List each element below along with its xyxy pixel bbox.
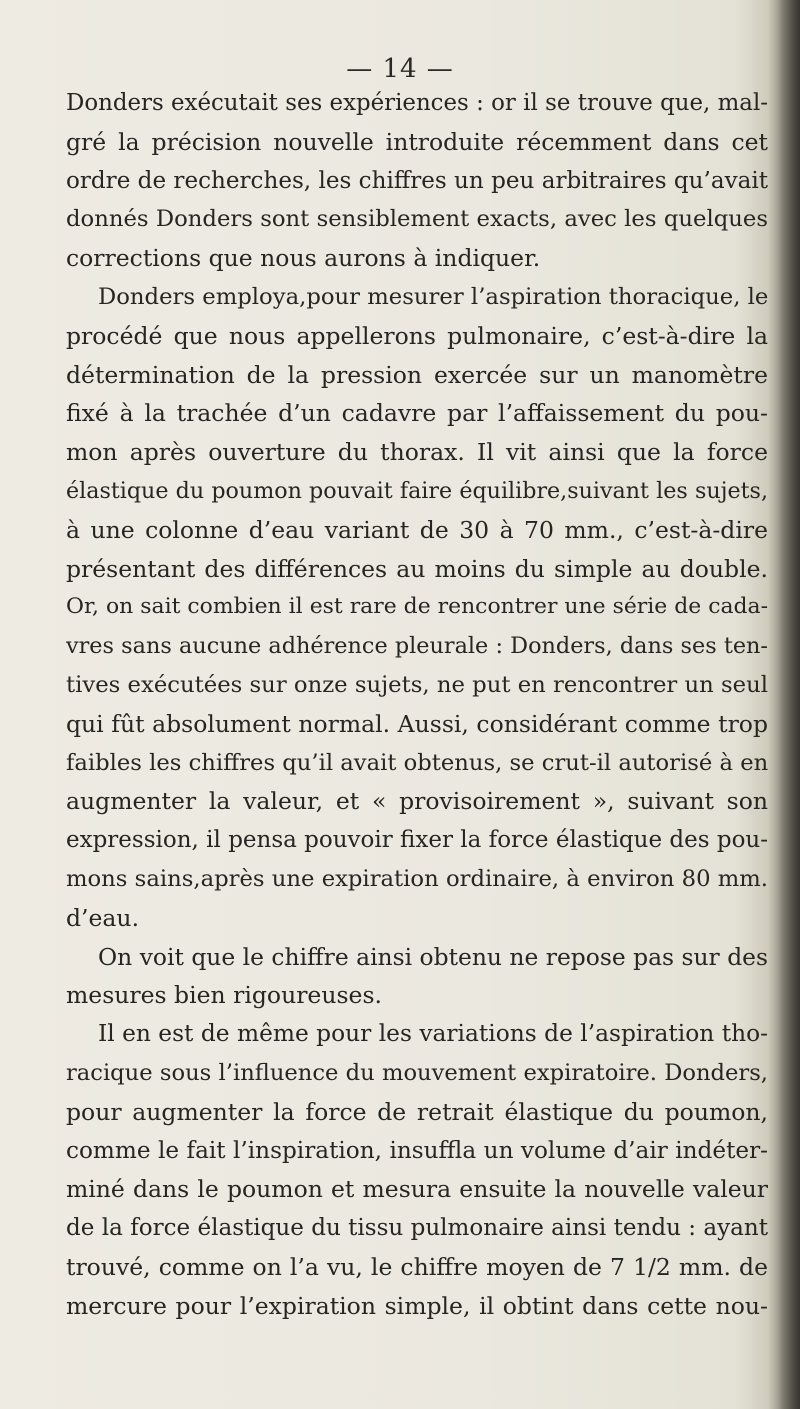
text-line: pour augmenter la force de retrait élastique du poumon, [66, 1097, 768, 1126]
text-line: de la force élastique du tissu pulmonaire ainsi tendu : ayant [66, 1215, 768, 1242]
text-line: Il en est de même pour les variations de l’aspiration tho- [98, 1020, 769, 1048]
text-line: procédé que nous appellerons pulmonaire, c’est-à-dire la [66, 321, 768, 350]
text-line: ordre de recherches, les chiffres un peu arbitraires qu’avait [66, 167, 768, 194]
text-line: comme le fait l’inspiration, insuffla un volume d’air indéter- [66, 1137, 768, 1164]
text-line: mons sains,après une expiration ordinaire, à environ 80 mm. [66, 865, 768, 892]
text-line: trouvé, comme on l’a vu, le chiffre moyen de 7 1/2 mm. de [66, 1252, 768, 1281]
text-line: à une colonne d’eau variant de 30 à 70 mm., c’est-à-dire [66, 515, 768, 544]
page-number: — 14 — [346, 54, 454, 84]
text-line: Donders employa,pour mesurer l’aspiration thoracique, le [98, 283, 769, 310]
text-line: racique sous l’influence du mouvement expiratoire. Donders, [66, 1059, 768, 1086]
text-line: vres sans aucune adhérence pleurale : Donders, dans ses ten- [66, 633, 768, 660]
body-text [66, 84, 768, 1326]
text-line: augmenter la valeur, et « provisoirement », suivant son [66, 787, 768, 816]
text-line: faibles les chiffres qu’il avait obtenus, se crut-il autorisé à en [66, 749, 769, 776]
text-line: élastique du poumon pouvait faire équilibre,suivant les sujets, [66, 477, 768, 504]
text-line: gré la précision nouvelle introduite récemment dans cet [66, 127, 768, 156]
text-line: Or, on sait combien il est rare de rencontrer une série de cada- [66, 594, 768, 620]
text-line: qui fût absolument normal. Aussi, considérant comme trop [66, 709, 768, 738]
text-line: présentant des différences au moins du simple au double. [66, 554, 768, 583]
text-line: fixé à la trachée d’un cadavre par l’affaissement du pou- [66, 399, 768, 428]
binding-shadow [778, 0, 800, 1409]
text-line: miné dans le poumon et mesura ensuite la nouvelle valeur [66, 1175, 768, 1204]
text-line: mon après ouverture du thorax. Il vit ainsi que la force [66, 438, 768, 467]
text-line: corrections que nous aurons à indiquer. [66, 244, 541, 273]
text-line: donnés Donders sont sensiblement exacts, avec les quelques [66, 206, 768, 233]
text-line: détermination de la pression exercée sur un manomètre [66, 360, 768, 389]
text-line: Donders exécutait ses expériences : or il se trouve que, mal- [66, 90, 768, 116]
text-line: tives exécutées sur onze sujets, ne put en rencontrer un seul [66, 671, 768, 698]
text-line: d’eau. [66, 903, 140, 932]
text-line: expression, il pensa pouvoir fixer la force élastique des pou- [66, 827, 768, 854]
text-line: mesures bien rigoureuses. [66, 981, 382, 1010]
text-line: mercure pour l’expiration simple, il obtint dans cette nou- [66, 1291, 768, 1320]
text-line: On voit que le chiffre ainsi obtenu ne repose pas sur des [98, 942, 768, 971]
